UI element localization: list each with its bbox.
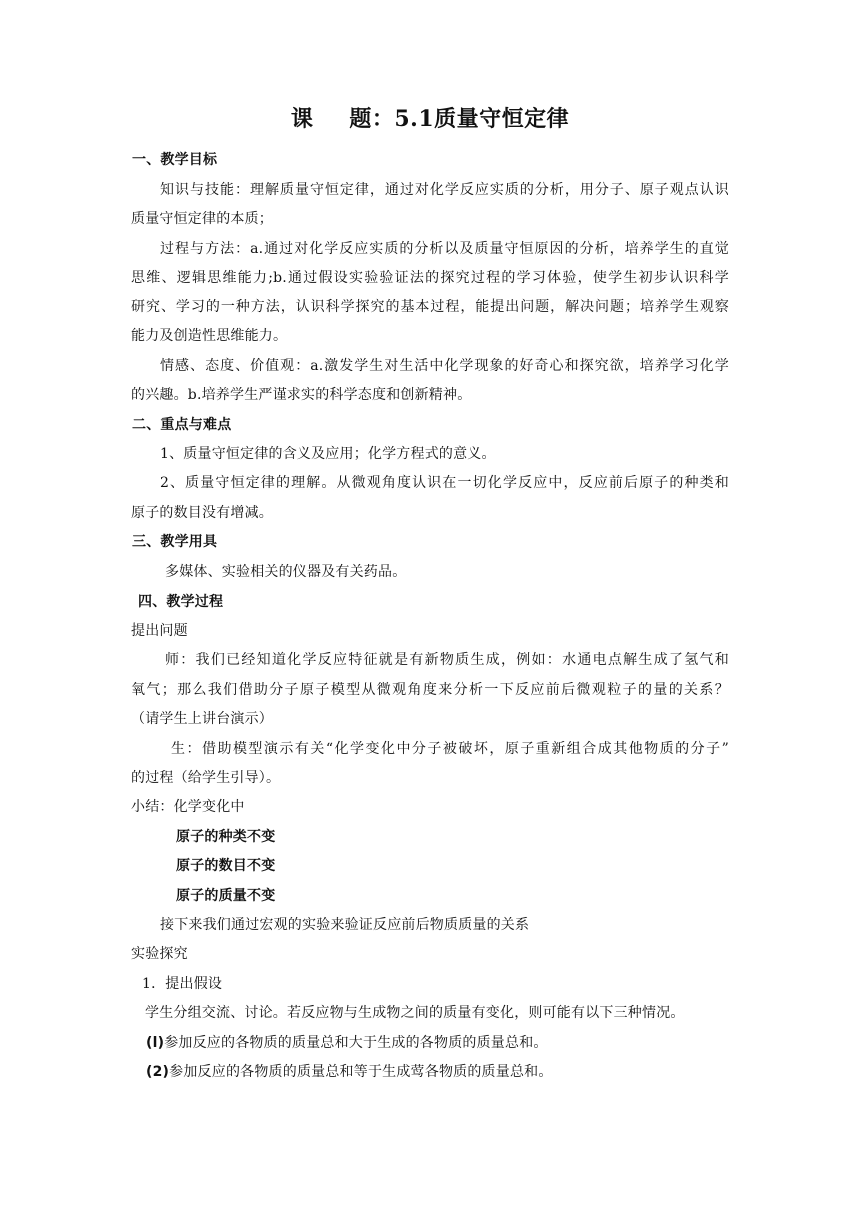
- teacher-line-1: 师：我们已经知道化学反应特征就是有新物质生成，例如：水通电点解生成了氢气和: [165, 652, 729, 668]
- discussion-text: 学生分组交流、讨论。若反应物与生成物之间的质量有变化，则可能有以下三种情况。: [145, 1005, 685, 1021]
- paragraph-process-line-3: 研究、学习的一种方法，认识科学探究的基本过程，能提出问题，解决问题；培养学生观察: [131, 299, 729, 315]
- tools-text: 多媒体、实验相关的仪器及有关药品。: [165, 564, 407, 580]
- subheading-experiment: 实验探究: [131, 946, 188, 962]
- transition-text: 接下来我们通过宏观的实验来验证反应前后物质质量的关系: [160, 917, 530, 933]
- case-1-number: (l): [146, 1035, 165, 1051]
- paragraph-process-line-4: 能力及创造性思维能力。: [131, 328, 288, 344]
- section-heading-objectives: 一、教学目标: [132, 152, 218, 168]
- student-line-1: 生：借助模型演示有关“化学变化中分子被破坏，原子重新组合成其他物质的分子”: [171, 741, 729, 757]
- paragraph-process-line-2: 思维、逻辑思维能力;b.通过假设实验验证法的探究过程的学习体验，使学生初步认识科学: [131, 270, 729, 286]
- student-line-2: 的过程（给学生引导）。: [131, 770, 281, 786]
- case-2-number: (2): [146, 1064, 170, 1080]
- summary-point-number: 原子的数目不变: [176, 858, 276, 874]
- paragraph-emotion-line-1: 情感、态度、价值观：a.激发学生对生活中化学现象的好奇心和探究欲，培养学习化学: [160, 358, 729, 374]
- case-1: [146, 1034, 548, 1052]
- title-text: 题：5.1质量守恒定律: [349, 106, 570, 132]
- case-2: [146, 1063, 553, 1081]
- case-1-text: 参加反应的各物质的质量总和大于生成的各物质的质量总和。: [164, 1035, 548, 1051]
- paragraph-emotion-line-2: 的兴趣。b.培养学生严谨求实的科学态度和创新精神。: [131, 387, 472, 403]
- step-hypothesis: 1．提出假设: [142, 976, 223, 992]
- teacher-line-2: 氧气；那么我们借助分子原子模型从微观角度来分析一下反应前后微观粒子的量的关系？: [131, 682, 729, 698]
- key-point-2-line-1: 2、质量守恒定律的理解。从微观角度认识在一切化学反应中，反应前后原子的种类和: [160, 475, 729, 491]
- subheading-raise-question: 提出问题: [131, 623, 188, 639]
- section-heading-key-points: 二、重点与难点: [132, 417, 232, 433]
- section-heading-tools: 三、教学用具: [132, 534, 218, 550]
- key-point-1: 1、质量守恒定律的含义及应用；化学方程式的意义。: [160, 446, 496, 462]
- summary-point-type: 原子的种类不变: [176, 829, 276, 845]
- paragraph-process-line-1: 过程与方法：a.通过对化学反应实质的分析以及质量守恒原因的分析，培养学生的直觉: [160, 241, 729, 257]
- paragraph-knowledge-line-1: 知识与技能：理解质量守恒定律，通过对化学反应实质的分析，用分子、原子观点认识: [160, 182, 729, 198]
- key-point-2-line-2: 原子的数目没有增减。: [131, 505, 273, 521]
- section-heading-process: 四、教学过程: [138, 594, 224, 610]
- paragraph-knowledge-line-2: 质量守恒定律的本质；: [131, 211, 273, 227]
- summary-point-mass: 原子的质量不变: [176, 888, 276, 904]
- teacher-line-3: （请学生上讲台演示）: [131, 711, 273, 727]
- title-label: 课: [290, 106, 314, 132]
- page-title: [0, 104, 860, 134]
- summary-label: 小结：化学变化中: [131, 799, 245, 815]
- case-2-text: 参加反应的各物质的质量总和等于生成莺各物质的质量总和。: [169, 1064, 553, 1080]
